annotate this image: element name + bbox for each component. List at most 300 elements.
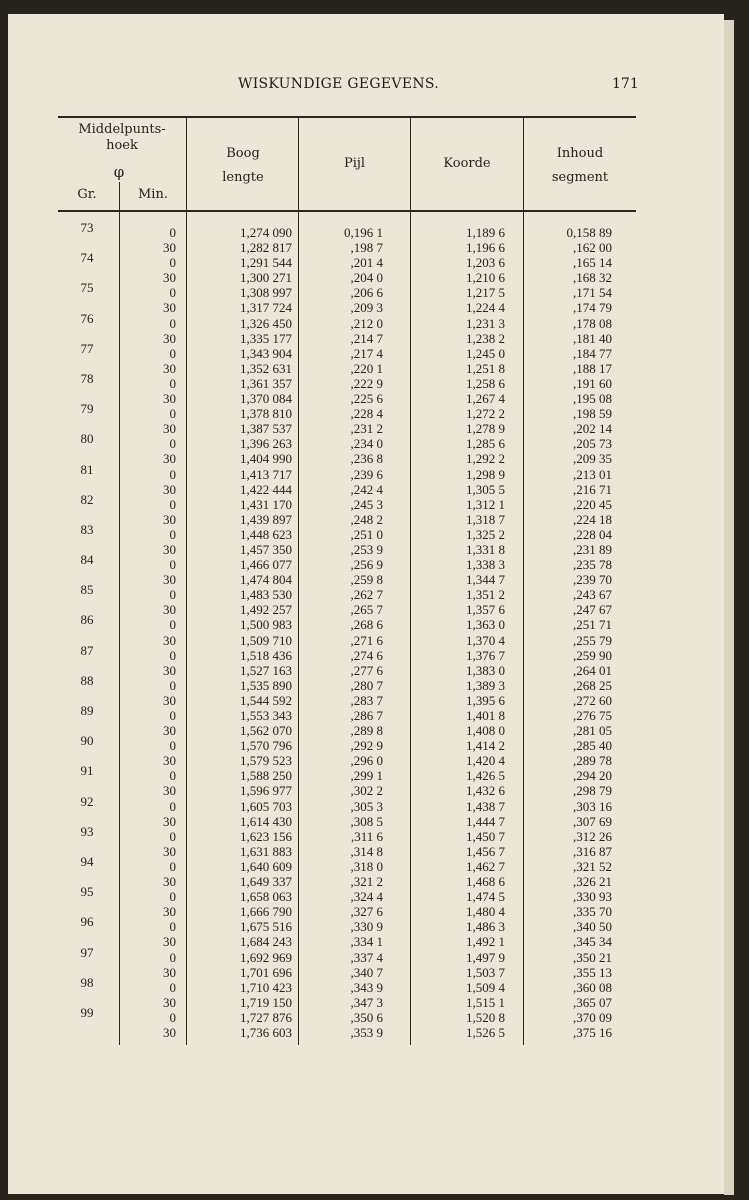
cell-degrees — [58, 914, 116, 934]
cell-arc-length — [188, 512, 296, 527]
cell-chord — [408, 829, 522, 844]
cell-arc-length-text: 1,448 623 — [240, 526, 292, 542]
cell-sagitta-text: ,251 0 — [350, 526, 383, 542]
cell-minutes — [116, 255, 188, 270]
cell-segment-area — [522, 768, 622, 783]
cell-segment-area — [522, 950, 622, 965]
cell-chord-text: 1,318 7 — [466, 511, 505, 527]
cell-minutes — [116, 225, 188, 240]
cell-sagitta — [296, 829, 408, 844]
cell-minutes-text: 30 — [163, 541, 176, 557]
cell-minutes-text: 0 — [169, 798, 176, 814]
cell-degrees — [58, 672, 116, 693]
cell-segment-area-text: ,188 17 — [573, 360, 612, 376]
cell-segment-area — [522, 934, 622, 949]
cell-segment-area-text: ,281 05 — [573, 723, 612, 739]
cell-chord — [408, 512, 522, 527]
cell-chord — [408, 708, 522, 723]
cell-chord — [408, 844, 522, 859]
cell-sagitta — [296, 391, 408, 406]
cell-chord — [408, 557, 522, 572]
cell-sagitta — [296, 572, 408, 587]
cell-segment-area — [522, 995, 622, 1010]
cell-chord-text: 1,401 8 — [466, 708, 505, 723]
cell-segment-area-text: ,228 04 — [573, 526, 612, 542]
cell-sagitta-text: ,330 9 — [350, 919, 383, 935]
cell-chord-text: 1,189 6 — [466, 225, 505, 240]
cell-segment-area-text: ,345 34 — [573, 934, 612, 950]
cell-arc-length-text: 1,404 990 — [240, 451, 292, 467]
cell-degrees — [58, 703, 116, 723]
cell-arc-length-text: 1,439 897 — [240, 511, 292, 527]
table-row — [58, 950, 622, 965]
cell-chord-text: 1,267 4 — [466, 391, 505, 407]
cell-degrees-text: 85 — [80, 582, 94, 598]
cell-minutes-text: 30 — [163, 934, 176, 950]
cell-sagitta — [296, 331, 408, 346]
table-row — [58, 874, 622, 889]
cell-chord — [408, 225, 522, 240]
cell-sagitta-text: ,340 7 — [350, 964, 383, 980]
cell-sagitta-text: ,248 2 — [350, 511, 383, 527]
cell-arc-length-text: 1,719 150 — [240, 994, 292, 1010]
cell-chord — [408, 300, 522, 315]
table-row — [58, 663, 622, 678]
cell-arc-length-text: 1,317 724 — [240, 300, 292, 316]
cell-sagitta — [296, 783, 408, 798]
cell-minutes — [116, 391, 188, 406]
table-row — [58, 648, 622, 663]
cell-minutes-text: 30 — [163, 421, 176, 437]
cell-minutes — [116, 919, 188, 934]
cell-arc-length — [188, 693, 296, 708]
cell-minutes — [116, 874, 188, 889]
cell-degrees-text: 74 — [80, 250, 94, 266]
cell-arc-length — [188, 904, 296, 919]
cell-sagitta-text: ,214 7 — [350, 330, 383, 346]
cell-segment-area-text: ,285 40 — [573, 738, 612, 754]
cell-minutes — [116, 663, 188, 678]
cell-arc-length — [188, 738, 296, 753]
cell-sagitta — [296, 799, 408, 814]
cell-arc-length-text: 1,544 592 — [240, 692, 292, 708]
table-row — [58, 919, 622, 934]
cell-degrees — [58, 521, 116, 542]
cell-sagitta — [296, 859, 408, 874]
cell-sagitta-text: ,268 6 — [350, 617, 383, 633]
cell-degrees — [58, 642, 116, 663]
cell-segment-area-text: ,335 70 — [573, 904, 612, 920]
cell-sagitta-text: ,212 0 — [350, 315, 383, 331]
cell-segment-area — [522, 844, 622, 859]
cell-sagitta — [296, 376, 408, 391]
cell-arc-length — [188, 316, 296, 331]
cell-segment-area-text: 0,158 89 — [566, 225, 612, 240]
cell-degrees-text: 81 — [80, 461, 94, 477]
cell-chord-text: 1,414 2 — [466, 738, 505, 754]
cell-chord-text: 1,444 7 — [466, 813, 505, 829]
cell-minutes — [116, 1025, 188, 1040]
cell-minutes-text: 0 — [169, 345, 176, 361]
cell-sagitta — [296, 421, 408, 436]
cell-degrees-text: 98 — [80, 974, 94, 990]
cell-minutes-text: 0 — [169, 466, 176, 482]
cell-sagitta-text: ,324 4 — [350, 889, 383, 905]
cell-segment-area-text: ,235 78 — [573, 557, 612, 573]
cell-chord-text: 1,325 2 — [466, 526, 505, 542]
cell-minutes-text: 30 — [163, 753, 176, 769]
cell-chord-text: 1,258 6 — [466, 375, 505, 391]
cell-minutes — [116, 316, 188, 331]
cell-segment-area — [522, 738, 622, 753]
cell-sagitta — [296, 874, 408, 889]
cell-arc-length-text: 1,623 156 — [240, 828, 292, 844]
cell-sagitta — [296, 285, 408, 300]
cell-degrees-text: 91 — [80, 763, 94, 779]
cell-sagitta — [296, 255, 408, 270]
header-pijl: Pijl — [343, 156, 366, 171]
cell-minutes — [116, 376, 188, 391]
cell-chord-text: 1,497 9 — [466, 949, 505, 965]
cell-degrees-text: 75 — [80, 280, 94, 296]
cell-arc-length-text: 1,300 271 — [240, 270, 292, 286]
cell-minutes-text: 0 — [169, 768, 176, 784]
cell-minutes — [116, 950, 188, 965]
cell-segment-area-text: ,326 21 — [573, 874, 612, 890]
cell-sagitta-text: ,327 6 — [350, 904, 383, 920]
table-row — [58, 270, 622, 285]
cell-degrees — [58, 582, 116, 602]
header-inhoud-line1: Inhoud — [556, 146, 604, 161]
cell-arc-length — [188, 587, 296, 602]
cell-arc-length — [188, 617, 296, 632]
cell-chord-text: 1,210 6 — [466, 270, 505, 286]
cell-sagitta-text: ,292 9 — [350, 738, 383, 754]
cell-segment-area-text: ,294 20 — [573, 768, 612, 784]
cell-chord — [408, 482, 522, 497]
cell-segment-area — [522, 482, 622, 497]
cell-chord-text: 1,456 7 — [466, 843, 505, 859]
cell-segment-area — [522, 708, 622, 723]
table-row — [58, 482, 622, 497]
cell-segment-area — [522, 678, 622, 693]
cell-minutes-text: 0 — [169, 496, 176, 512]
cell-minutes-text: 30 — [163, 451, 176, 467]
cell-degrees-text: 97 — [80, 944, 94, 960]
cell-arc-length-text: 1,431 170 — [240, 496, 292, 512]
cell-minutes — [116, 285, 188, 300]
cell-minutes-text: 30 — [163, 662, 176, 678]
cell-segment-area-text: ,191 60 — [573, 375, 612, 391]
cell-segment-area-text: ,239 70 — [573, 572, 612, 588]
cell-arc-length — [188, 255, 296, 270]
cell-chord-text: 1,272 2 — [466, 406, 505, 422]
cell-arc-length — [188, 361, 296, 376]
cell-degrees-text: 79 — [80, 401, 94, 417]
cell-chord-text: 1,344 7 — [466, 572, 505, 588]
cell-arc-length — [188, 467, 296, 482]
cell-sagitta-text: ,308 5 — [350, 813, 383, 829]
cell-minutes — [116, 331, 188, 346]
cell-degrees — [58, 250, 116, 270]
cell-sagitta-text: ,353 9 — [350, 1024, 383, 1040]
cell-degrees-text: 83 — [80, 521, 94, 537]
cell-segment-area — [522, 904, 622, 919]
cell-chord — [408, 542, 522, 557]
table-row — [58, 738, 622, 753]
cell-chord-text: 1,238 2 — [466, 330, 505, 346]
table-row — [58, 844, 622, 859]
cell-minutes-text: 0 — [169, 315, 176, 331]
cell-minutes — [116, 572, 188, 587]
cell-arc-length-text: 1,457 350 — [240, 541, 292, 557]
cell-degrees-text: 94 — [80, 853, 94, 869]
cell-segment-area — [522, 889, 622, 904]
cell-degrees-text: 88 — [80, 672, 94, 688]
cell-chord-text: 1,509 4 — [466, 979, 505, 995]
cell-degrees-text: 93 — [80, 823, 94, 839]
cell-segment-area-text: ,259 90 — [573, 647, 612, 663]
cell-chord-text: 1,251 8 — [466, 360, 505, 376]
cell-minutes — [116, 406, 188, 421]
cell-minutes — [116, 708, 188, 723]
cell-segment-area — [522, 240, 622, 255]
cell-sagitta — [296, 361, 408, 376]
cell-minutes — [116, 814, 188, 829]
cell-segment-area — [522, 572, 622, 587]
header-boog-line2: lengte — [222, 170, 264, 185]
table-row — [58, 316, 622, 331]
cell-arc-length — [188, 783, 296, 798]
cell-chord — [408, 768, 522, 783]
cell-segment-area — [522, 346, 622, 361]
cell-minutes — [116, 587, 188, 602]
cell-degrees — [58, 552, 116, 572]
table-row — [58, 361, 622, 376]
cell-chord — [408, 467, 522, 482]
cell-segment-area — [522, 919, 622, 934]
cell-chord — [408, 391, 522, 406]
header-koorde: Koorde — [443, 156, 491, 171]
cell-segment-area-text: ,202 14 — [573, 421, 612, 437]
cell-minutes-text: 30 — [163, 1024, 176, 1040]
cell-degrees — [58, 823, 116, 844]
cell-segment-area — [522, 633, 622, 648]
cell-segment-area — [522, 436, 622, 451]
cell-segment-area-text: ,276 75 — [573, 708, 612, 723]
cell-arc-length-text: 1,335 177 — [240, 330, 292, 346]
cell-sagitta-text: ,311 6 — [350, 828, 383, 844]
cell-arc-length-text: 1,509 710 — [240, 632, 292, 648]
cell-arc-length-text: 1,535 890 — [240, 677, 292, 693]
cell-minutes — [116, 723, 188, 738]
cell-segment-area-text: ,268 25 — [573, 677, 612, 693]
cell-arc-length — [188, 482, 296, 497]
table-row — [58, 934, 622, 949]
cell-minutes-text: 0 — [169, 858, 176, 874]
cell-minutes-text: 0 — [169, 828, 176, 844]
cell-arc-length — [188, 240, 296, 255]
cell-chord-text: 1,503 7 — [466, 964, 505, 980]
table-row — [58, 980, 622, 995]
cell-chord-text: 1,462 7 — [466, 858, 505, 874]
cell-arc-length — [188, 814, 296, 829]
cell-arc-length — [188, 919, 296, 934]
cell-chord-text: 1,217 5 — [466, 285, 505, 301]
header-angle — [58, 122, 186, 154]
cell-minutes-text: 0 — [169, 285, 176, 301]
cell-arc-length-text: 1,361 357 — [240, 375, 292, 391]
cell-sagitta-text: ,271 6 — [350, 632, 383, 648]
table-row — [58, 331, 622, 346]
table-row — [58, 859, 622, 874]
cell-minutes — [116, 512, 188, 527]
cell-arc-length — [188, 270, 296, 285]
cell-arc-length-text: 1,588 250 — [240, 768, 292, 784]
cell-segment-area-text: ,330 93 — [573, 889, 612, 905]
cell-minutes — [116, 1010, 188, 1025]
cell-arc-length-text: 1,596 977 — [240, 783, 292, 799]
cell-sagitta — [296, 980, 408, 995]
cell-segment-area — [522, 799, 622, 814]
table-row — [58, 572, 622, 587]
cell-sagitta — [296, 300, 408, 315]
cell-minutes-text: 30 — [163, 270, 176, 286]
table-row — [58, 617, 622, 632]
cell-degrees-text: 77 — [80, 340, 94, 356]
cell-segment-area — [522, 361, 622, 376]
table-row — [58, 255, 622, 270]
table-row — [58, 527, 622, 542]
cell-segment-area — [522, 602, 622, 617]
cell-arc-length-text: 1,500 983 — [240, 617, 292, 633]
cell-segment-area-text: ,321 52 — [573, 858, 612, 874]
cell-chord-text: 1,389 3 — [466, 677, 505, 693]
cell-chord-text: 1,438 7 — [466, 798, 505, 814]
table-row — [58, 829, 622, 844]
cell-chord — [408, 451, 522, 466]
cell-arc-length — [188, 1025, 296, 1040]
cell-segment-area-text: ,255 79 — [573, 632, 612, 648]
cell-chord-text: 1,363 0 — [466, 617, 505, 633]
cell-minutes-text: 30 — [163, 391, 176, 407]
cell-sagitta — [296, 602, 408, 617]
cell-segment-area — [522, 557, 622, 572]
cell-sagitta — [296, 708, 408, 723]
cell-minutes-text: 30 — [163, 632, 176, 648]
cell-arc-length — [188, 1010, 296, 1025]
cell-segment-area — [522, 617, 622, 632]
cell-segment-area — [522, 467, 622, 482]
cell-sagitta — [296, 919, 408, 934]
cell-arc-length — [188, 602, 296, 617]
cell-segment-area-text: ,205 73 — [573, 436, 612, 452]
cell-chord-text: 1,231 3 — [466, 315, 505, 331]
cell-minutes-text: 0 — [169, 436, 176, 452]
cell-chord — [408, 995, 522, 1010]
cell-chord-text: 1,420 4 — [466, 753, 505, 769]
cell-sagitta-text: ,318 0 — [350, 858, 383, 874]
cell-chord-text: 1,305 5 — [466, 481, 505, 497]
cell-chord — [408, 436, 522, 451]
table-row — [58, 451, 622, 466]
cell-sagitta-text: ,321 2 — [350, 874, 383, 890]
cell-arc-length-text: 1,553 343 — [240, 708, 292, 723]
cell-segment-area — [522, 331, 622, 346]
cell-segment-area — [522, 648, 622, 663]
cell-degrees-text: 90 — [80, 733, 94, 749]
cell-sagitta-text: ,209 3 — [350, 300, 383, 316]
cell-chord — [408, 753, 522, 768]
table-row — [58, 346, 622, 361]
cell-sagitta — [296, 406, 408, 421]
cell-sagitta-text: ,302 2 — [350, 783, 383, 799]
cell-arc-length — [188, 859, 296, 874]
cell-arc-length — [188, 874, 296, 889]
cell-arc-length — [188, 995, 296, 1010]
cell-arc-length-text: 1,396 263 — [240, 436, 292, 452]
cell-minutes-text: 0 — [169, 708, 176, 723]
cell-segment-area-text: ,298 79 — [573, 783, 612, 799]
cell-arc-length — [188, 889, 296, 904]
cell-minutes-text: 0 — [169, 225, 176, 240]
cell-degrees-text: 84 — [80, 552, 94, 568]
cell-sagitta — [296, 497, 408, 512]
cell-degrees-text: 92 — [80, 793, 94, 809]
cell-sagitta — [296, 527, 408, 542]
cell-arc-length-text: 1,474 804 — [240, 572, 292, 588]
cell-minutes-text: 30 — [163, 360, 176, 376]
cell-chord — [408, 934, 522, 949]
cell-chord — [408, 738, 522, 753]
cell-segment-area-text: ,360 08 — [573, 979, 612, 995]
cell-sagitta-text: ,347 3 — [350, 994, 383, 1010]
cell-degrees — [58, 461, 116, 482]
cell-chord-text: 1,474 5 — [466, 889, 505, 905]
table-row — [58, 693, 622, 708]
cell-sagitta-text: ,343 9 — [350, 979, 383, 995]
header-boog — [187, 142, 299, 190]
cell-minutes-text: 0 — [169, 375, 176, 391]
cell-arc-length — [188, 331, 296, 346]
cell-sagitta-text: ,228 4 — [350, 406, 383, 422]
cell-chord — [408, 572, 522, 587]
cell-chord — [408, 889, 522, 904]
cell-degrees — [58, 340, 116, 361]
cell-minutes — [116, 467, 188, 482]
cell-arc-length-text: 1,282 817 — [240, 240, 292, 256]
table-row — [58, 225, 622, 240]
cell-segment-area-text: ,247 67 — [573, 602, 612, 618]
cell-sagitta — [296, 270, 408, 285]
cell-minutes-text: 30 — [163, 572, 176, 588]
cell-sagitta — [296, 1025, 408, 1040]
cell-segment-area-text: ,355 13 — [573, 964, 612, 980]
cell-sagitta — [296, 316, 408, 331]
table-row — [58, 406, 622, 421]
cell-sagitta-text: ,239 6 — [350, 466, 383, 482]
cell-chord-text: 1,203 6 — [466, 255, 505, 271]
cell-arc-length — [188, 406, 296, 421]
cell-chord — [408, 874, 522, 889]
cell-degrees-text: 80 — [80, 431, 94, 447]
cell-sagitta — [296, 693, 408, 708]
cell-arc-length — [188, 678, 296, 693]
table-row — [58, 240, 622, 255]
cell-minutes — [116, 753, 188, 768]
cell-degrees-text: 89 — [80, 703, 94, 718]
cell-minutes — [116, 346, 188, 361]
